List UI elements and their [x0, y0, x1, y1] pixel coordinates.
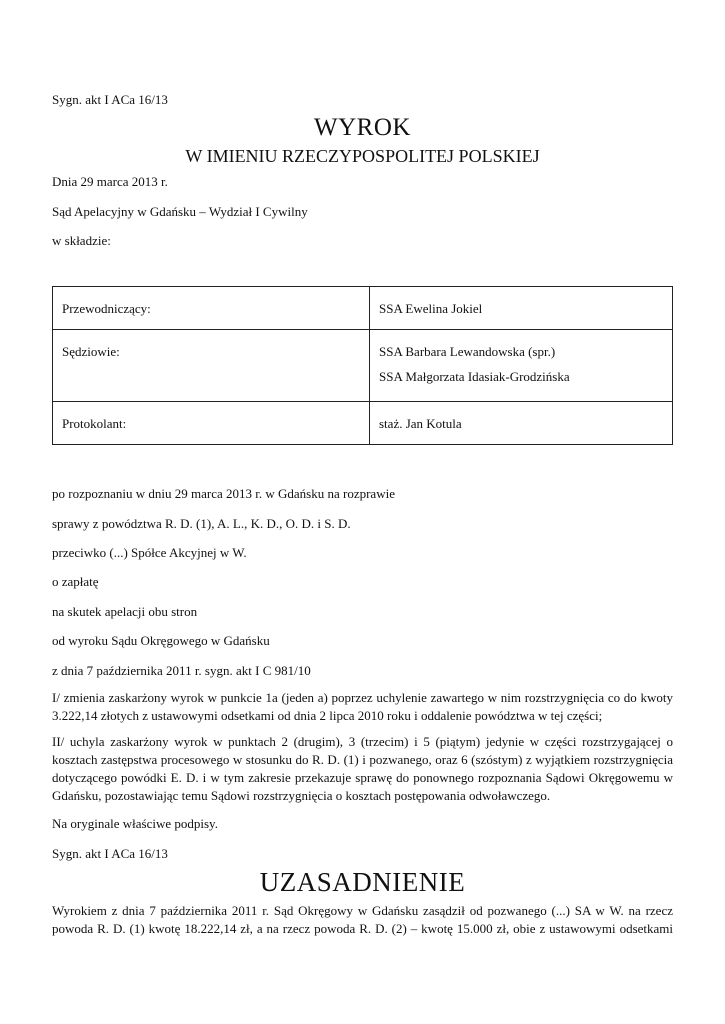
ruling-point-1	[52, 689, 673, 725]
paragraph-line: I/ zmienia zaskarżony wyrok w punkcie 1a (jeden a) poprzez uchylenie zawartego w nim rozstrzygnięcia co do kwoty	[52, 690, 673, 705]
proceedings-line: z dnia 7 października 2011 r. sygn. akt I C 981/10	[52, 663, 311, 678]
paragraph-line: II/ uchyla zaskarżony wyrok w punktach 2 (drugim), 3 (trzecim) i 5 (piątym) jedynie w części rozstrzygającej o	[52, 734, 673, 749]
paragraph-line: 3.222,14 złotych z ustawowymi odsetkami od dnia 2 lipca 2010 roku i oddalenie powództwa w tej części;	[52, 708, 603, 723]
document-title: WYROK	[314, 114, 411, 141]
paragraph-line: Gdańsku, pozostawiając temu Sądowi rozstrzygnięcia o kosztach postępowania odwoławczego.	[52, 788, 551, 803]
clerk-label: Protokolant:	[53, 402, 370, 445]
proceedings-line: od wyroku Sądu Okręgowego w Gdańsku	[52, 633, 270, 648]
paragraph-line: powoda R. D. (1) kwotę 18.222,14 zł, a na rzecz powoda R. D. (2) – kwotę 15.000 zł, obie z ustawowymi odsetkami	[52, 921, 673, 936]
judgment-date: Dnia 29 marca 2013 r.	[52, 174, 168, 189]
signatures-note: Na oryginale właściwe podpisy.	[52, 816, 218, 831]
judge-2: SSA Małgorzata Idasiak-Grodzińska	[379, 369, 570, 384]
justification-title: UZASADNIENIE	[259, 867, 466, 897]
clerk-value: staż. Jan Kotula	[370, 402, 673, 445]
bench-table	[52, 286, 673, 445]
bench-row-clerk	[53, 402, 673, 445]
judge-1: SSA Barbara Lewandowska (spr.)	[379, 344, 556, 359]
paragraph-line: Wyrokiem z dnia 7 października 2011 r. Sąd Okręgowy w Gdańsku zasądził od pozwanego (...) SA w W. na rzecz	[52, 903, 673, 918]
proceedings-line: o zapłatę	[52, 574, 99, 589]
proceedings-line: przeciwko (...) Spółce Akcyjnej w W.	[52, 545, 247, 560]
judges-label: Sędziowie:	[53, 330, 370, 402]
proceedings-line: po rozpoznaniu w dniu 29 marca 2013 r. w Gdańsku na rozprawie	[52, 486, 395, 501]
case-reference-2: Sygn. akt I ACa 16/13	[52, 846, 168, 861]
proceedings-line: sprawy z powództwa R. D. (1), A. L., K. D., O. D. i S. D.	[52, 516, 351, 531]
court-name: Sąd Apelacyjny w Gdańsku – Wydział I Cywilny	[52, 204, 308, 219]
presiding-value: SSA Ewelina Jokiel	[370, 287, 673, 330]
case-reference: Sygn. akt I ACa 16/13	[52, 92, 168, 107]
presiding-label: Przewodniczący:	[53, 287, 370, 330]
judges-value	[370, 330, 673, 402]
proceedings-line: na skutek apelacji obu stron	[52, 604, 198, 619]
justification-paragraph	[52, 902, 673, 938]
paragraph-line: dotyczącego powódki E. D. i w tym zakresie przekazuje sprawę do ponownego rozpoznania Sądowi Okręgowemu w	[52, 770, 673, 785]
composition-label: w składzie:	[52, 233, 111, 248]
ruling-point-2	[52, 733, 673, 805]
document-subtitle: W IMIENIU RZECZYPOSPOLITEJ POLSKIEJ	[185, 146, 540, 166]
bench-row-presiding	[53, 287, 673, 330]
paragraph-line: kosztach zastępstwa procesowego w stosunku do R. D. (1) i pozwanego, oraz 6 (szóstym) z wyjątkiem rozstrzygnięcia	[52, 752, 673, 767]
bench-row-judges	[53, 330, 673, 402]
